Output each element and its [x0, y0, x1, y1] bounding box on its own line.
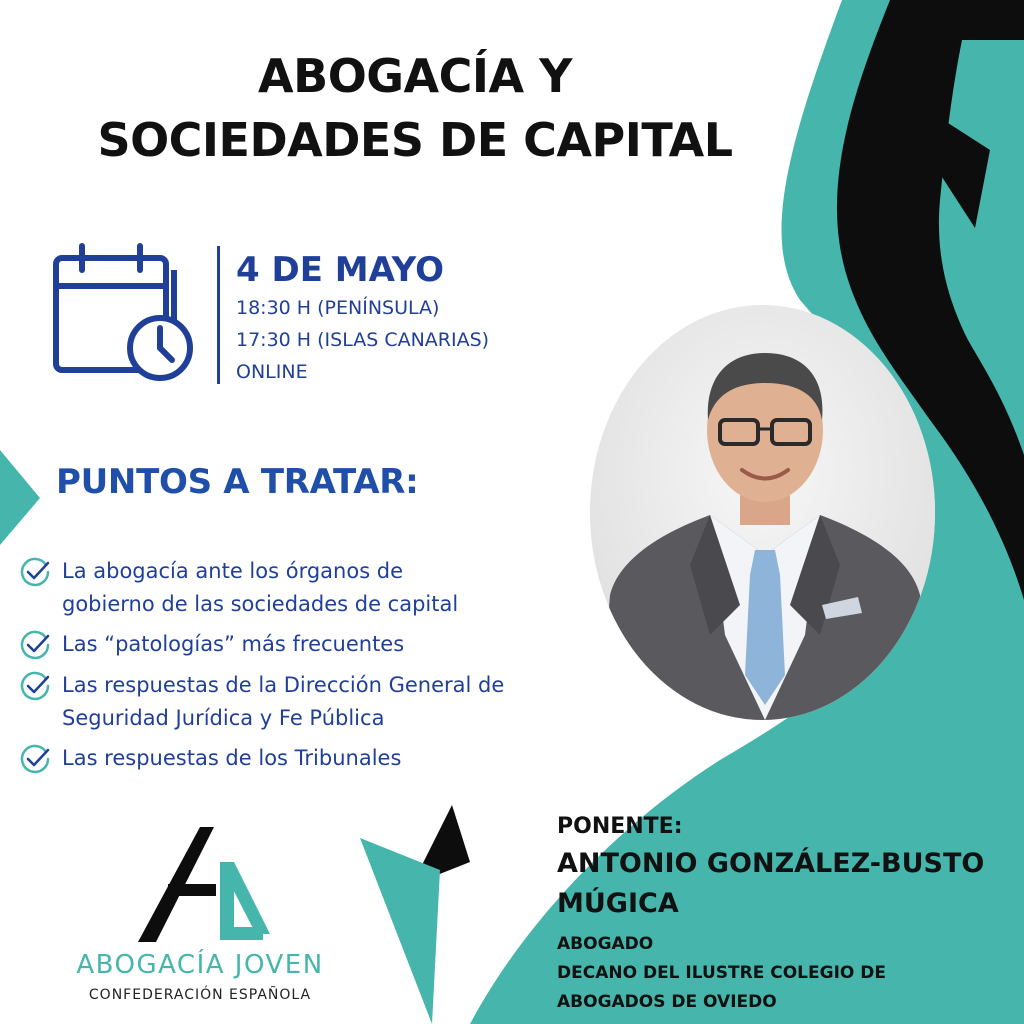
title-line-1: ABOGACÍA Y: [258, 49, 572, 103]
calendar-clock-icon: [48, 240, 198, 390]
event-details: [236, 248, 489, 388]
agenda-item: [18, 742, 608, 776]
agenda-item: [18, 669, 608, 735]
agenda-title: PUNTOS A TRATAR:: [56, 462, 419, 502]
speaker-name-line-1: ANTONIO GONZÁLEZ-BUSTO: [557, 848, 985, 879]
speaker-label: PONENTE:: [557, 814, 683, 839]
agenda-list: [18, 555, 608, 783]
event-time-canarias: 17:30 H (ISLAS CANARIAS): [236, 329, 490, 351]
teal-left-triangle: [0, 450, 40, 545]
check-circle-icon: [18, 628, 52, 662]
agenda-item: [18, 555, 608, 621]
check-circle-icon: [18, 669, 52, 703]
speaker-info: [557, 812, 984, 1017]
event-mode: ONLINE: [236, 361, 308, 383]
speaker-portrait-image: [590, 305, 935, 720]
agenda-item-text: Las respuestas de la Dirección General de Seguridad Jurídica y Fe Pública: [62, 673, 505, 730]
event-date: 4 DE MAYO: [236, 250, 444, 290]
speaker-photo: [590, 305, 935, 720]
title-line-2: SOCIEDADES DE CAPITAL: [97, 113, 733, 167]
logo-subtitle: CONFEDERACIÓN ESPAÑOLA: [88, 987, 312, 1003]
page-title: [40, 44, 790, 172]
agenda-item-text: La abogacía ante los órganos de gobierno de las sociedades de capital: [62, 559, 459, 616]
check-circle-icon: [18, 555, 52, 589]
logo-name: ABOGACÍA JOVEN: [76, 950, 324, 980]
agenda-item-text: Las “patologías” más frecuentes: [62, 632, 405, 656]
check-circle-icon: [18, 742, 52, 776]
speaker-role-3: ABOGADOS DE OVIEDO: [557, 992, 777, 1012]
teal-bottom-triangle: [360, 838, 440, 1024]
speaker-name-line-2: MÚGICA: [557, 888, 679, 919]
speaker-role-1: ABOGADO: [557, 934, 654, 954]
agenda-item: [18, 628, 608, 662]
event-time-peninsula: 18:30 H (PENÍNSULA): [236, 297, 440, 319]
event-divider: [217, 246, 220, 384]
abogacia-joven-logo-icon: [128, 822, 278, 947]
agenda-item-text: Las respuestas de los Tribunales: [62, 746, 402, 770]
speaker-role-2: DECANO DEL ILUSTRE COLEGIO DE: [557, 963, 886, 983]
